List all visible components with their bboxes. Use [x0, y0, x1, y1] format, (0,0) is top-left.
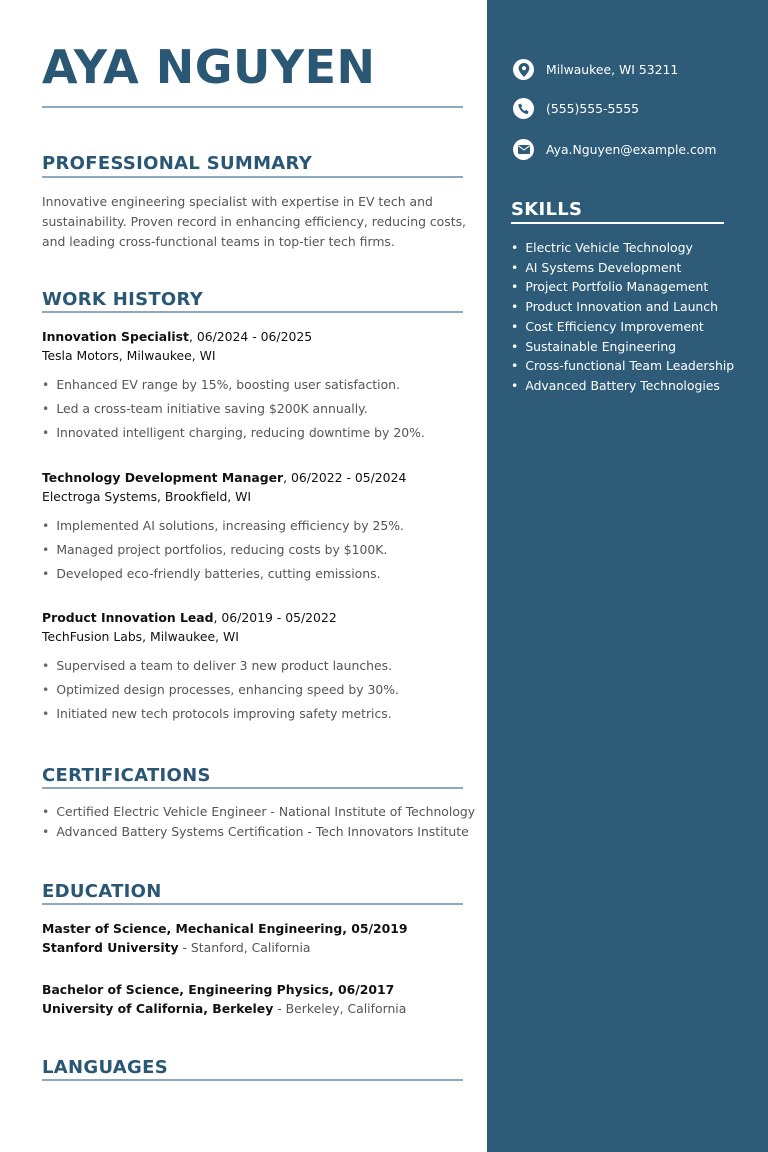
envelope-icon [513, 139, 534, 160]
degree: Bachelor of Science, Engineering Physics, 06/2017 [42, 982, 395, 997]
certifications-heading: CERTIFICATIONS [42, 765, 211, 786]
address-text: Milwaukee, WI 53211 [546, 62, 679, 77]
job-location: , Milwaukee, WI [142, 629, 239, 644]
job-bullet: • Implemented AI solutions, increasing efficiency by 25%. [42, 514, 472, 538]
job-title-line [42, 468, 472, 487]
skill-item: • Product Innovation and Launch [511, 297, 734, 317]
skill-item: • Cost Efficiency Improvement [511, 317, 734, 337]
name-divider [42, 106, 463, 108]
phone-icon [513, 98, 534, 119]
contact-phone [513, 98, 639, 119]
job-bullet: • Initiated new tech protocols improving safety metrics. [42, 702, 472, 726]
certification-item: • Advanced Battery Systems Certification - Tech Innovators Institute [42, 822, 482, 842]
work-history-heading: WORK HISTORY [42, 289, 204, 310]
job-location: , Milwaukee, WI [118, 348, 216, 363]
school-location: - Stanford, California [178, 940, 311, 955]
job-title: Technology Development Manager [42, 470, 284, 485]
job-company-line [42, 346, 472, 365]
job-company-line [42, 487, 472, 506]
degree: Master of Science, Mechanical Engineering, 05/2019 [42, 921, 408, 936]
summary-divider [42, 176, 463, 178]
school-line [42, 938, 472, 957]
contact-address [513, 59, 678, 80]
school-name: Stanford University [42, 940, 179, 955]
job-company: TechFusion Labs [42, 629, 143, 644]
job-entry [42, 608, 472, 726]
work-history-divider [42, 311, 463, 313]
job-entry [42, 468, 472, 586]
job-company-line [42, 627, 472, 646]
job-bullets [42, 514, 472, 586]
job-title: Product Innovation Lead [42, 610, 214, 625]
contact-email [513, 139, 716, 160]
skill-item: • Advanced Battery Technologies [511, 376, 734, 396]
job-bullet: • Enhanced EV range by 15%, boosting user satisfaction. [42, 373, 472, 397]
job-company: Electroga Systems [42, 489, 158, 504]
skill-item: • AI Systems Development [511, 258, 734, 278]
skill-item: • Cross-functional Team Leadership [511, 356, 734, 376]
job-dates: , 06/2024 - 06/2025 [188, 329, 313, 344]
candidate-name: AYA NGUYEN [42, 40, 376, 94]
summary-text: Innovative engineering specialist with expertise in EV tech and sustainability. Proven record in enhancing efficiency, reducing costs, and leading cross-functional teams in top-tier tech firms. [42, 194, 466, 249]
school-name: University of California, Berkeley [42, 1001, 274, 1016]
sidebar [487, 0, 768, 1152]
job-dates: , 06/2019 - 05/2022 [213, 610, 337, 625]
education-heading: EDUCATION [42, 881, 162, 902]
skill-item: • Sustainable Engineering [511, 337, 734, 357]
education-divider [42, 903, 463, 905]
education-entry [42, 919, 472, 957]
skills-heading: SKILLS [511, 199, 583, 220]
job-location: , Brookfield, WI [157, 489, 252, 504]
skill-item: • Electric Vehicle Technology [511, 238, 734, 258]
certifications-divider [42, 787, 463, 789]
email-text[interactable]: Aya.Nguyen@example.com [546, 142, 717, 157]
job-bullet: • Optimized design processes, enhancing speed by 30%. [42, 678, 472, 702]
location-pin-icon [513, 59, 534, 80]
languages-heading: LANGUAGES [42, 1057, 168, 1078]
job-entry [42, 327, 472, 445]
job-title-line [42, 327, 472, 346]
job-bullets [42, 654, 472, 726]
skills-list [511, 238, 734, 396]
job-company: Tesla Motors [42, 348, 119, 363]
certifications-list [42, 802, 482, 842]
summary-heading: PROFESSIONAL SUMMARY [42, 153, 313, 174]
job-bullet: • Led a cross-team initiative saving $200K annually. [42, 397, 472, 421]
job-bullet: • Developed eco-friendly batteries, cutting emissions. [42, 562, 472, 586]
school-line [42, 999, 472, 1018]
job-bullet: • Innovated intelligent charging, reducing downtime by 20%. [42, 421, 472, 445]
phone-text[interactable]: (555)555-5555 [546, 101, 639, 116]
education-entry [42, 980, 472, 1018]
job-bullet: • Managed project portfolios, reducing costs by $100K. [42, 538, 472, 562]
languages-divider [42, 1079, 463, 1081]
skills-divider [511, 222, 724, 224]
school-location: - Berkeley, California [273, 1001, 407, 1016]
certification-item: • Certified Electric Vehicle Engineer - National Institute of Technology [42, 802, 482, 822]
job-dates: , 06/2022 - 05/2024 [283, 470, 407, 485]
job-title-line [42, 608, 472, 627]
skill-item: • Project Portfolio Management [511, 277, 734, 297]
job-bullets [42, 373, 472, 445]
job-bullet: • Supervised a team to deliver 3 new product launches. [42, 654, 472, 678]
job-title: Innovation Specialist [42, 329, 189, 344]
